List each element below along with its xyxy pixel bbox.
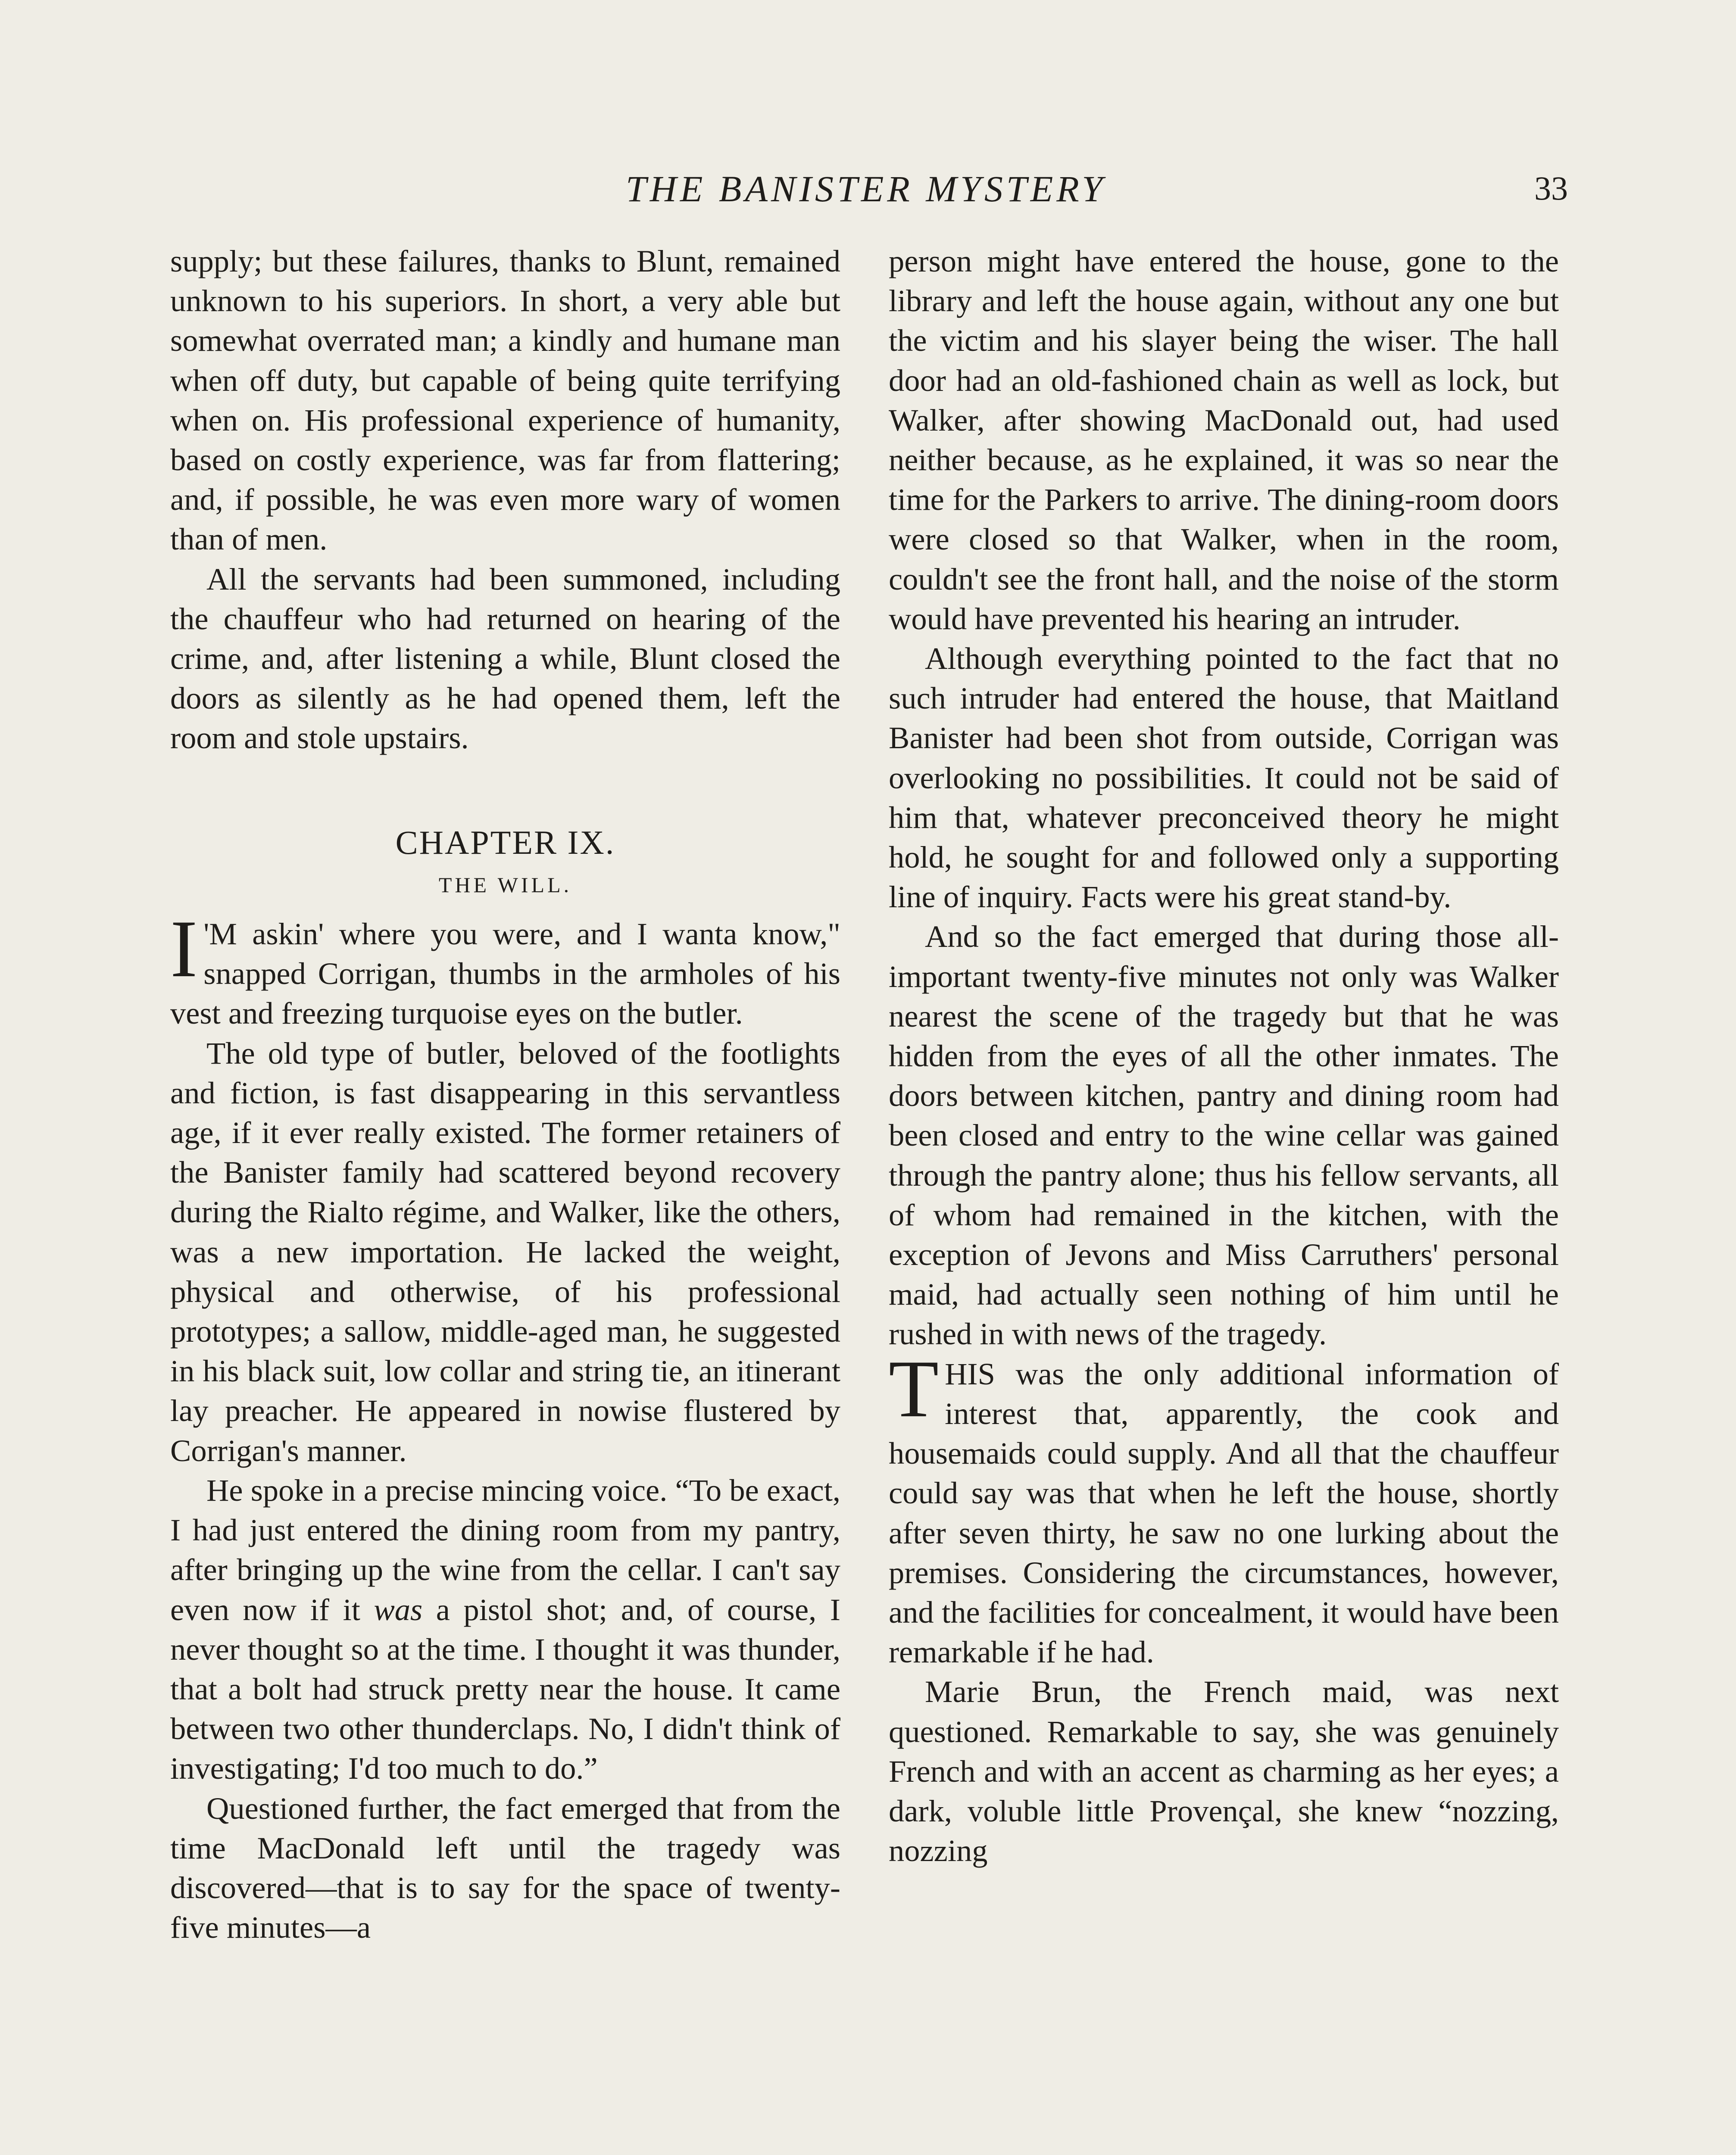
paragraph: And so the fact emerged that during those all-important twenty-five minutes not only was Walker nearest the scene of the tragedy but that he was hidden from the eyes of all the other inmates. The doors between kitchen, pantry and dining room had been closed and entry to the wine cellar was gained through the pantry alone; thus his fellow servants, all of whom had remained in the kitchen, with the exception of Jevons and Miss Carruthers' personal maid, had actually seen nothing of him until he rushed in with news of the tragedy. (889, 919, 1559, 1352)
paragraph (889, 1343, 1559, 1672)
drop-cap: T (889, 1343, 939, 1434)
paragraph-text: a pistol shot; and, of course, I never thought so at the time. I thought it was thunder, that a bolt had struck pretty near the house. It came between two other thunderclaps. No, I didn't think of investigating; I'd too much to do.” (170, 1592, 840, 1786)
emphasis: was (374, 1592, 423, 1627)
chapter-heading: CHAPTER IX. (395, 823, 615, 861)
paragraph: The old type of butler, beloved of the footlights and fiction, is fast disappearing in this servantless age, if it ever really existed. The former retainers of the Banister family had scattered beyond recovery during the Rialto régime, and Walker, like the others, was a new importation. He lacked the weight, physical and otherwise, of his professional prototypes; a sallow, middle-aged man, he suggested in his black suit, low collar and string tie, an itinerant lay preacher. He appeared in nowise flustered by Corrigan's manner. (170, 1035, 840, 1468)
left-column (170, 241, 840, 1947)
chapter-subtitle: THE WILL. (438, 872, 572, 897)
paragraph: All the servants had been summoned, including the chauffeur who had returned on hearing of the crime, and, after listening a while, Blunt closed the doors as silently as he had opened them, left the room and stole upstairs. (170, 561, 840, 756)
paragraph: Marie Brun, the French maid, was next questioned. Remarkable to say, she was genuinely French and with an accent as charming as her eyes; a dark, voluble little Provençal, she knew “nozzing, nozzing (889, 1674, 1559, 1868)
paragraph (170, 1471, 840, 1789)
running-title: THE BANISTER MYSTERY (625, 168, 1106, 209)
paragraph: supply; but these failures, thanks to Blunt, remained unknown to his superiors. In short, a very able but somewhat overrated man; a kindly and humane man when off duty, but capable of being quite terrifying when on. His professional experience of humanity, based on costly experience, was far from flattering; and, if possible, he was even more wary of women than of men. (170, 244, 840, 557)
paragraph-text: HIS was the only additional information of interest that, apparently, the cook and housemaids could supply. And all that the chauffeur could say was that when he left the house, shortly after seven thirty, he saw no one lurking about the premises. Considering the circumstances, however, and the facilities for concealment, it would have been remarkable if he had. (889, 1356, 1559, 1670)
drop-cap: I (170, 904, 198, 995)
paragraph: Questioned further, the fact emerged that from the time MacDonald left until the tragedy was discovered—that is to say for the space of twenty-five minutes—a (170, 1790, 840, 1945)
paragraph: Although everything pointed to the fact that no such intruder had entered the house, that Maitland Banister had been shot from outside, Corrigan was overlooking no possibilities. It could not be said of him that, whatever preconceived theory he might hold, he sought for and followed only a supporting line of inquiry. Facts were his great stand-by. (889, 641, 1559, 915)
running-header (164, 167, 1568, 215)
paragraph (170, 904, 840, 1034)
paragraph: person might have entered the house, gone to the library and left the house again, without any one but the victim and his slayer being the wiser. The hall door had an old-fashioned chain as well as lock, but Walker, after showing MacDonald out, had used neither because, as he explained, it was so near the time for the Parkers to arrive. The dining-room doors were closed so that Walker, when in the room, couldn't see the front hall, and the noise of the storm would have prevented his hearing an intruder. (889, 244, 1559, 636)
paragraph-text: 'M askin' where you were, and I wanta know," snapped Corrigan, thumbs in the armholes of his vest and freezing turquoise eyes on the butler. (170, 916, 840, 1031)
page-number: 33 (1534, 169, 1568, 207)
paragraph-text: He spoke in a precise mincing voice. “To be exact, I had just entered the dining room from my pantry, after bringing up the wine from the cellar. I can't say even now if it (170, 1472, 840, 1627)
right-column (889, 241, 1559, 1871)
